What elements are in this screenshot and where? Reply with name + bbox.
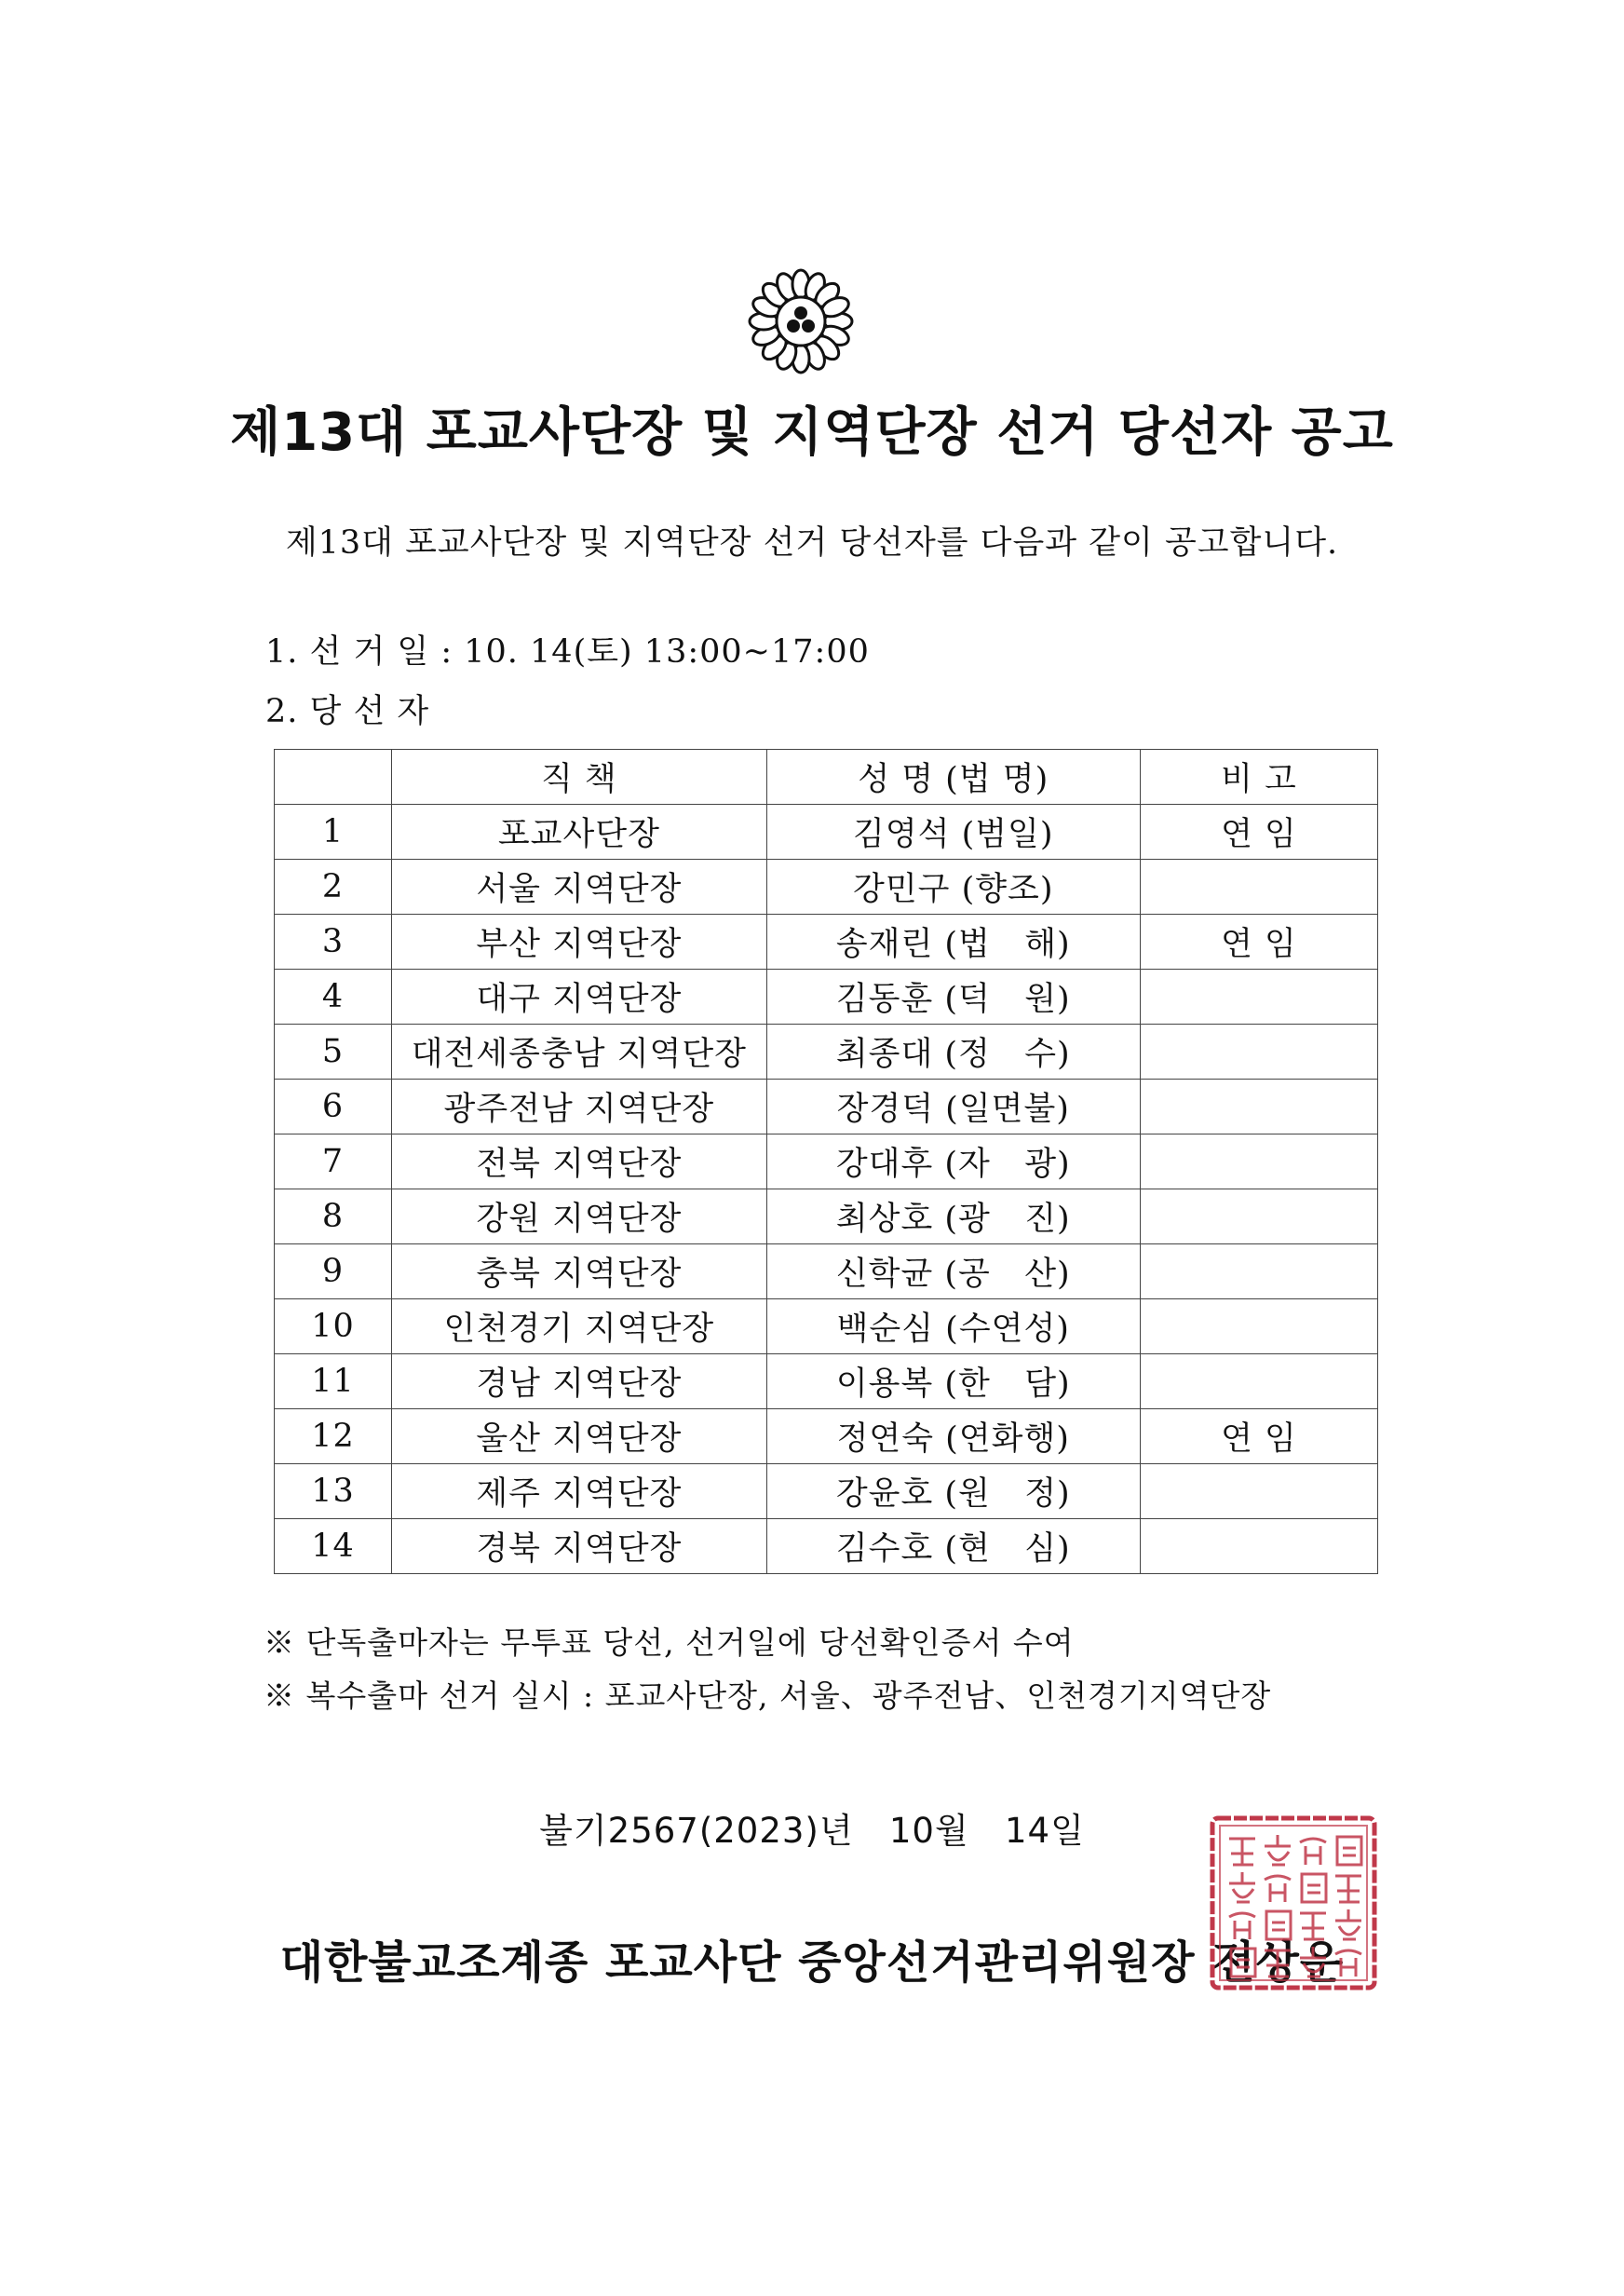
header-number [275,750,392,805]
table-row [275,860,1378,915]
row-position: 제주 지역단장 [392,1464,767,1519]
row-position: 대구 지역단장 [392,970,767,1025]
row-number: 10 [275,1299,392,1354]
row-note [1140,860,1377,915]
row-note: 연 임 [1140,805,1377,860]
row-position: 인천경기 지역단장 [392,1299,767,1354]
row-note: 연 임 [1140,1409,1377,1464]
header-position: 직 책 [392,750,767,805]
row-position: 전북 지역단장 [392,1134,767,1189]
row-note: 연 임 [1140,915,1377,970]
row-number: 14 [275,1519,392,1574]
row-number: 7 [275,1134,392,1189]
row-note [1140,1354,1377,1409]
row-number: 2 [275,860,392,915]
row-note [1140,1134,1377,1189]
signer-name: 대한불교조계종 포교사단 중앙선거관리위원장 전상운 [279,1936,1345,1989]
buddhist-emblem-icon [745,265,857,377]
issue-date: 불기2567(2023)년 10월 14일 [539,1811,1085,1851]
table-row [275,1189,1378,1244]
row-name: 최상호 (광 진) [766,1189,1140,1244]
row-name: 백순심 (수연성) [766,1299,1140,1354]
row-position: 경남 지역단장 [392,1354,767,1409]
row-position: 포교사단장 [392,805,767,860]
table-header-row [275,750,1378,805]
row-position: 울산 지역단장 [392,1409,767,1464]
row-position: 강원 지역단장 [392,1189,767,1244]
row-note [1140,1464,1377,1519]
row-name: 최종대 (정 수) [766,1025,1140,1080]
row-number: 5 [275,1025,392,1080]
row-name: 강윤호 (원 정) [766,1464,1140,1519]
header-note: 비 고 [1140,750,1377,805]
row-name: 정연숙 (연화행) [766,1409,1140,1464]
row-number: 12 [275,1409,392,1464]
document-title: 제13대 포교사단장 및 지역단장 선거 당선자 공고 [230,402,1394,463]
note-uncontested: ※ 단독출마자는 무투표 당선, 선거일에 당선확인증서 수여 [264,1624,1075,1661]
row-number: 9 [275,1244,392,1299]
row-note [1140,1244,1377,1299]
winners-table [274,749,1378,1574]
row-note [1140,1080,1377,1134]
table-row [275,1080,1378,1134]
row-name: 송재린 (법 해) [766,915,1140,970]
table-row [275,1409,1378,1464]
row-number: 1 [275,805,392,860]
row-name: 김동훈 (덕 원) [766,970,1140,1025]
row-name: 김수호 (현 심) [766,1519,1140,1574]
table-row [275,1519,1378,1574]
row-name: 이용복 (한 담) [766,1354,1140,1409]
row-number: 4 [275,970,392,1025]
table-row [275,1464,1378,1519]
table-row [275,1244,1378,1299]
row-name: 신학균 (공 산) [766,1244,1140,1299]
row-name: 김영석 (범일) [766,805,1140,860]
election-date-line: 1. 선 거 일 : 10. 14(토) 13:00~17:00 [265,633,870,671]
row-position: 경북 지역단장 [392,1519,767,1574]
table-row [275,1025,1378,1080]
row-position: 광주전남 지역단장 [392,1080,767,1134]
row-number: 3 [275,915,392,970]
table-row [275,805,1378,860]
row-note [1140,1299,1377,1354]
row-position: 충북 지역단장 [392,1244,767,1299]
winners-heading: 2. 당 선 자 [265,693,430,730]
row-number: 6 [275,1080,392,1134]
row-note [1140,1189,1377,1244]
row-name: 강대후 (자 광) [766,1134,1140,1189]
table-row [275,1299,1378,1354]
row-position: 대전세종충남 지역단장 [392,1025,767,1080]
official-seal-icon [1209,1814,1378,1991]
row-name: 강민구 (향조) [766,860,1140,915]
table-row [275,915,1378,970]
row-number: 11 [275,1354,392,1409]
row-position: 부산 지역단장 [392,915,767,970]
table-row [275,1354,1378,1409]
row-name: 장경덕 (일면불) [766,1080,1140,1134]
row-note [1140,970,1377,1025]
row-position: 서울 지역단장 [392,860,767,915]
row-note [1140,1519,1377,1574]
row-note [1140,1025,1377,1080]
row-number: 13 [275,1464,392,1519]
note-contested: ※ 복수출마 선거 실시 : 포교사단장, 서울、광주전남、인천경기지역단장 [264,1678,1272,1714]
intro-text: 제13대 포교사단장 및 지역단장 선거 당선자를 다음과 같이 공고합니다. [285,524,1339,562]
header-name: 성 명 (법 명) [766,750,1140,805]
row-number: 8 [275,1189,392,1244]
table-row [275,970,1378,1025]
table-row [275,1134,1378,1189]
